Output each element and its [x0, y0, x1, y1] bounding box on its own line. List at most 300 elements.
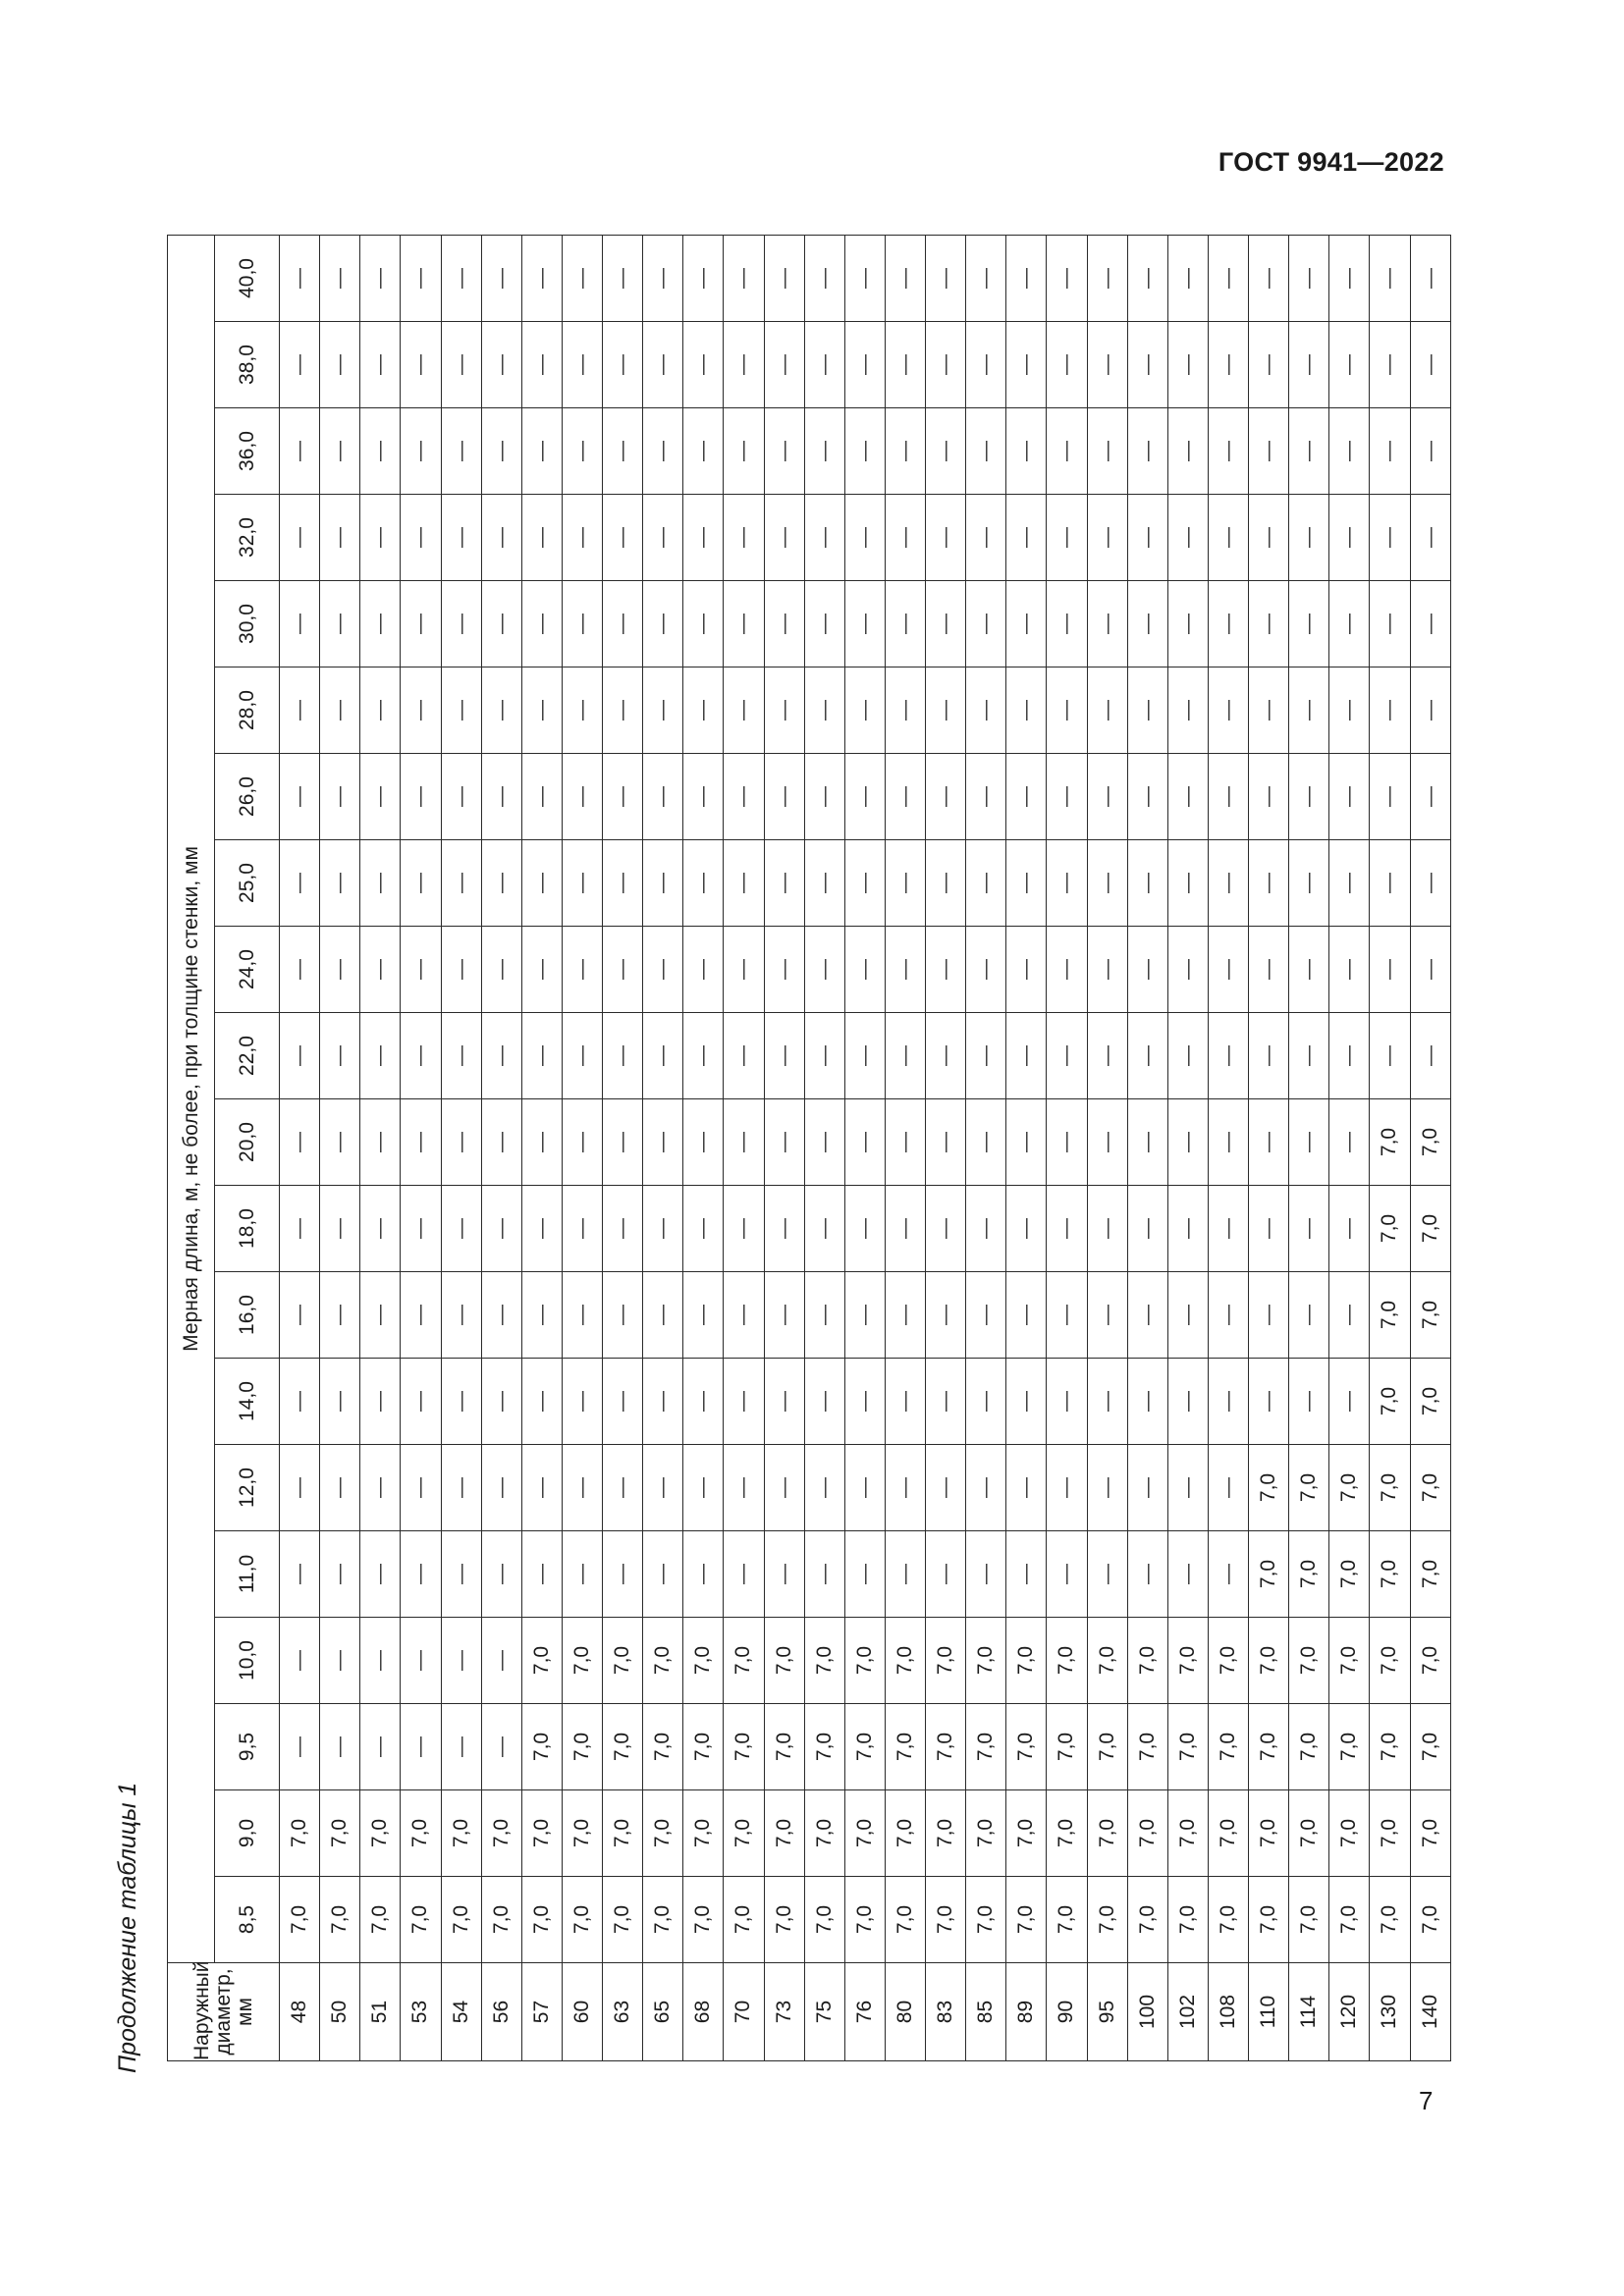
length-cell: — — [926, 1445, 966, 1531]
diameter-cell: 54 — [441, 1963, 481, 2061]
length-cell: — — [1087, 1445, 1127, 1531]
length-cell: — — [1006, 1186, 1047, 1272]
length-cell: — — [1127, 754, 1167, 840]
thickness-header: 11,0 — [215, 1531, 280, 1618]
length-cell: — — [1047, 1099, 1087, 1186]
length-cell: 7,0 — [1410, 1099, 1451, 1186]
length-cell: — — [521, 1445, 562, 1531]
length-cell: 7,0 — [1087, 1790, 1127, 1877]
length-cell: — — [1289, 1272, 1329, 1359]
diameter-cell: 83 — [926, 1963, 966, 2061]
thickness-header: 9,0 — [215, 1790, 280, 1877]
length-cell: — — [1127, 1359, 1167, 1445]
length-cell: 7,0 — [1127, 1877, 1167, 1963]
length-cell: — — [844, 754, 885, 840]
length-cell: — — [562, 408, 602, 495]
length-cell: — — [885, 667, 925, 754]
length-cell: — — [724, 1445, 764, 1531]
length-cell: 7,0 — [1249, 1704, 1289, 1790]
length-cell: — — [1208, 1445, 1248, 1531]
length-cell: — — [1167, 581, 1208, 667]
length-cell: 7,0 — [1410, 1531, 1451, 1618]
length-cell: — — [441, 495, 481, 581]
diameter-cell: 50 — [320, 1963, 360, 2061]
length-cell: 7,0 — [1370, 1790, 1410, 1877]
length-cell: — — [724, 1272, 764, 1359]
length-cell: — — [764, 667, 804, 754]
diameter-cell: 53 — [401, 1963, 441, 2061]
length-cell: — — [603, 840, 643, 927]
length-cell: — — [562, 322, 602, 408]
length-cell: — — [764, 754, 804, 840]
length-cell: — — [401, 1359, 441, 1445]
length-cell: — — [1208, 1013, 1248, 1099]
thickness-header: 30,0 — [215, 581, 280, 667]
length-cell: — — [1006, 1531, 1047, 1618]
length-cell: — — [844, 1272, 885, 1359]
length-cell: — — [1329, 581, 1370, 667]
length-cell: 7,0 — [966, 1618, 1006, 1704]
length-cell: — — [1329, 1186, 1370, 1272]
length-cell: — — [521, 927, 562, 1013]
length-cell: — — [885, 1359, 925, 1445]
length-cell: — — [885, 840, 925, 927]
length-cell: — — [521, 840, 562, 927]
length-cell: — — [1087, 408, 1127, 495]
length-cell: — — [1167, 322, 1208, 408]
length-cell: — — [926, 1099, 966, 1186]
length-cell: — — [441, 1099, 481, 1186]
length-cell: — — [1410, 581, 1451, 667]
length-cell: — — [441, 667, 481, 754]
length-cell: — — [1087, 235, 1127, 321]
length-cell: — — [280, 1704, 320, 1790]
length-cell: — — [360, 1531, 401, 1618]
length-cell: — — [1006, 1359, 1047, 1445]
length-cell: — — [804, 1099, 844, 1186]
length-cell: 7,0 — [1370, 1618, 1410, 1704]
length-cell: — — [764, 1272, 804, 1359]
length-cell: — — [1329, 754, 1370, 840]
length-cell: — — [1410, 322, 1451, 408]
length-cell: — — [1127, 1099, 1167, 1186]
length-cell: — — [1370, 322, 1410, 408]
length-cell: — — [360, 1704, 401, 1790]
length-cell: 7,0 — [804, 1704, 844, 1790]
length-cell: — — [1410, 495, 1451, 581]
length-cell: — — [844, 1099, 885, 1186]
length-cell: 7,0 — [320, 1790, 360, 1877]
length-cell: — — [280, 408, 320, 495]
length-cell: — — [804, 1445, 844, 1531]
length-cell: — — [1006, 1013, 1047, 1099]
length-cell: — — [844, 927, 885, 1013]
length-cell: — — [603, 927, 643, 1013]
length-cell: — — [1087, 840, 1127, 927]
length-cell: — — [521, 1272, 562, 1359]
length-cell: — — [521, 1359, 562, 1445]
length-cell: — — [360, 322, 401, 408]
length-cell: — — [683, 1272, 724, 1359]
length-cell: — — [1167, 235, 1208, 321]
length-cell: — — [1087, 1531, 1127, 1618]
length-cell: — — [764, 235, 804, 321]
length-cell: — — [1329, 1099, 1370, 1186]
length-cell: — — [1208, 1186, 1248, 1272]
diameter-cell: 68 — [683, 1963, 724, 2061]
length-cell: — — [764, 1099, 804, 1186]
length-cell: — — [481, 754, 521, 840]
length-cell: — — [1006, 581, 1047, 667]
length-cell: — — [926, 667, 966, 754]
length-cell: — — [1208, 840, 1248, 927]
length-cell: — — [1127, 235, 1167, 321]
length-cell: — — [1289, 927, 1329, 1013]
length-cell: — — [320, 840, 360, 927]
length-cell: — — [1087, 1186, 1127, 1272]
length-cell: — — [401, 1704, 441, 1790]
length-cell: — — [804, 581, 844, 667]
length-cell: — — [804, 322, 844, 408]
diameter-cell: 56 — [481, 1963, 521, 2061]
length-cell: 7,0 — [1127, 1618, 1167, 1704]
pipe-length-table — [167, 235, 1451, 2061]
length-cell: 7,0 — [1410, 1445, 1451, 1531]
length-cell: — — [764, 1013, 804, 1099]
length-cell: — — [280, 1186, 320, 1272]
page-number: 7 — [1419, 2086, 1434, 2115]
length-cell: — — [724, 581, 764, 667]
diameter-cell: 110 — [1249, 1963, 1289, 2061]
table-row — [1329, 235, 1370, 2060]
length-cell: — — [401, 581, 441, 667]
length-cell: — — [1329, 1013, 1370, 1099]
length-cell: 7,0 — [401, 1790, 441, 1877]
length-cell: — — [885, 754, 925, 840]
length-cell: — — [401, 408, 441, 495]
length-cell: — — [764, 927, 804, 1013]
length-cell: 7,0 — [1006, 1877, 1047, 1963]
length-cell: — — [1289, 1013, 1329, 1099]
length-cell: — — [643, 1445, 683, 1531]
length-cell: — — [683, 408, 724, 495]
length-cell: — — [1249, 754, 1289, 840]
thickness-header: 28,0 — [215, 667, 280, 754]
length-cell: — — [603, 581, 643, 667]
table-row — [360, 235, 401, 2060]
length-cell: — — [1289, 1359, 1329, 1445]
length-cell: 7,0 — [1167, 1877, 1208, 1963]
length-cell: 7,0 — [1370, 1704, 1410, 1790]
length-cell: — — [401, 1013, 441, 1099]
length-cell: — — [481, 581, 521, 667]
diameter-cell: 70 — [724, 1963, 764, 2061]
length-cell: 7,0 — [683, 1877, 724, 1963]
length-cell: — — [481, 1272, 521, 1359]
length-cell: — — [603, 1445, 643, 1531]
table-row — [724, 235, 764, 2060]
length-cell: — — [1410, 1013, 1451, 1099]
length-cell: — — [1006, 322, 1047, 408]
length-cell: — — [1208, 1272, 1248, 1359]
length-cell: — — [280, 495, 320, 581]
length-cell: — — [360, 667, 401, 754]
length-cell: — — [844, 1531, 885, 1618]
length-cell: 7,0 — [1410, 1186, 1451, 1272]
length-cell: — — [844, 1445, 885, 1531]
thickness-header: 9,5 — [215, 1704, 280, 1790]
length-cell: 7,0 — [441, 1877, 481, 1963]
length-cell: — — [562, 927, 602, 1013]
length-cell: — — [885, 1445, 925, 1531]
length-cell: 7,0 — [926, 1704, 966, 1790]
length-cell: — — [1087, 322, 1127, 408]
length-cell: 7,0 — [1410, 1790, 1451, 1877]
length-cell: 7,0 — [885, 1618, 925, 1704]
length-cell: — — [764, 495, 804, 581]
length-cell: 7,0 — [1329, 1445, 1370, 1531]
diameter-cell: 130 — [1370, 1963, 1410, 2061]
diameter-cell: 114 — [1289, 1963, 1329, 2061]
length-cell: — — [603, 1359, 643, 1445]
length-cell: — — [1370, 840, 1410, 927]
length-cell: — — [1249, 322, 1289, 408]
length-cell: — — [401, 235, 441, 321]
length-cell: — — [481, 1359, 521, 1445]
length-cell: — — [1289, 495, 1329, 581]
thickness-header: 8,5 — [215, 1877, 280, 1963]
length-cell: — — [441, 754, 481, 840]
length-cell: 7,0 — [562, 1877, 602, 1963]
length-cell: — — [724, 840, 764, 927]
length-cell: 7,0 — [441, 1790, 481, 1877]
length-cell: — — [603, 1531, 643, 1618]
length-cell: — — [1370, 581, 1410, 667]
length-cell: — — [280, 235, 320, 321]
length-cell: — — [1410, 235, 1451, 321]
length-cell: — — [926, 1013, 966, 1099]
length-cell: — — [1006, 1272, 1047, 1359]
length-cell: — — [804, 1013, 844, 1099]
length-cell: — — [1410, 840, 1451, 927]
table-row — [966, 235, 1006, 2060]
length-cell: — — [966, 840, 1006, 927]
length-cell: — — [1167, 1272, 1208, 1359]
table-row — [562, 235, 602, 2060]
length-cell: 7,0 — [280, 1790, 320, 1877]
length-cell: — — [926, 1272, 966, 1359]
length-cell: — — [481, 1531, 521, 1618]
length-cell: 7,0 — [1289, 1790, 1329, 1877]
length-cell: — — [1289, 1099, 1329, 1186]
length-cell: — — [1289, 754, 1329, 840]
length-cell: — — [1087, 1099, 1127, 1186]
length-cell: — — [643, 667, 683, 754]
length-cell: — — [401, 1618, 441, 1704]
length-cell: — — [360, 1445, 401, 1531]
length-cell: — — [1006, 927, 1047, 1013]
length-cell: — — [1127, 840, 1167, 927]
table-row — [603, 235, 643, 2060]
length-cell: — — [401, 1186, 441, 1272]
length-cell: — — [1087, 495, 1127, 581]
diameter-cell: 80 — [885, 1963, 925, 2061]
wall-thickness-group-header: Мерная длина, м, не более, при толщине стенки, мм — [168, 235, 215, 1962]
length-cell: — — [481, 927, 521, 1013]
length-cell: — — [764, 840, 804, 927]
length-cell: 7,0 — [1006, 1618, 1047, 1704]
length-cell: — — [1087, 667, 1127, 754]
length-cell: — — [320, 667, 360, 754]
length-cell: 7,0 — [1289, 1445, 1329, 1531]
thickness-header: 38,0 — [215, 322, 280, 408]
length-cell: — — [885, 408, 925, 495]
length-cell: — — [481, 1704, 521, 1790]
diameter-header-line3: мм — [233, 1998, 256, 2026]
length-cell: — — [643, 322, 683, 408]
length-cell: — — [280, 1531, 320, 1618]
length-cell: — — [643, 1013, 683, 1099]
length-cell: 7,0 — [1047, 1704, 1087, 1790]
table-row — [1289, 235, 1329, 2060]
length-cell: — — [1208, 495, 1248, 581]
length-cell: 7,0 — [764, 1704, 804, 1790]
length-cell: — — [280, 1618, 320, 1704]
length-cell: — — [1167, 1099, 1208, 1186]
length-cell: 7,0 — [603, 1618, 643, 1704]
length-cell: — — [804, 495, 844, 581]
length-cell: 7,0 — [1208, 1877, 1248, 1963]
length-cell: — — [320, 1272, 360, 1359]
length-cell: 7,0 — [844, 1877, 885, 1963]
length-cell: 7,0 — [320, 1877, 360, 1963]
diameter-header-line2: диаметр, — [211, 1968, 235, 2056]
length-cell: — — [804, 667, 844, 754]
length-cell: — — [1006, 1445, 1047, 1531]
length-cell: — — [1208, 408, 1248, 495]
length-cell: — — [481, 322, 521, 408]
length-cell: — — [603, 322, 643, 408]
length-cell: 7,0 — [1329, 1704, 1370, 1790]
length-cell: — — [1329, 495, 1370, 581]
length-cell: — — [360, 754, 401, 840]
length-cell: 7,0 — [683, 1790, 724, 1877]
length-cell: 7,0 — [643, 1704, 683, 1790]
thickness-header: 32,0 — [215, 495, 280, 581]
length-cell: 7,0 — [683, 1618, 724, 1704]
length-cell: — — [320, 927, 360, 1013]
length-cell: — — [1087, 1013, 1127, 1099]
length-cell: 7,0 — [1410, 1272, 1451, 1359]
length-cell: — — [804, 1359, 844, 1445]
length-cell: 7,0 — [1370, 1272, 1410, 1359]
length-cell: — — [603, 1099, 643, 1186]
table-row — [320, 235, 360, 2060]
length-cell: — — [643, 1531, 683, 1618]
thickness-header: 18,0 — [215, 1186, 280, 1272]
length-cell: — — [1087, 581, 1127, 667]
length-cell: — — [764, 1186, 804, 1272]
length-cell: — — [320, 408, 360, 495]
length-cell: — — [926, 1531, 966, 1618]
length-cell: — — [844, 581, 885, 667]
length-cell: — — [1006, 840, 1047, 927]
length-cell: — — [562, 1359, 602, 1445]
table-row — [1167, 235, 1208, 2060]
length-cell: — — [643, 1186, 683, 1272]
length-cell: — — [441, 235, 481, 321]
length-cell: — — [1208, 1359, 1248, 1445]
length-cell: — — [562, 1099, 602, 1186]
length-cell: — — [320, 754, 360, 840]
length-cell: 7,0 — [1370, 1877, 1410, 1963]
length-cell: — — [966, 754, 1006, 840]
length-cell: — — [1127, 322, 1167, 408]
length-cell: — — [804, 1186, 844, 1272]
table-row — [643, 235, 683, 2060]
length-cell: 7,0 — [966, 1877, 1006, 1963]
length-cell: — — [683, 1013, 724, 1099]
length-cell: — — [521, 754, 562, 840]
length-cell: — — [683, 235, 724, 321]
thickness-header: 26,0 — [215, 754, 280, 840]
table-row — [1047, 235, 1087, 2060]
length-cell: — — [1047, 495, 1087, 581]
table-row — [401, 235, 441, 2060]
length-cell: — — [724, 1186, 764, 1272]
table-row — [1127, 235, 1167, 2060]
length-cell: — — [1167, 927, 1208, 1013]
length-cell: — — [1329, 840, 1370, 927]
length-cell: — — [1208, 1099, 1248, 1186]
length-cell: — — [966, 1186, 1006, 1272]
length-cell: — — [1329, 1272, 1370, 1359]
length-cell: — — [401, 754, 441, 840]
length-cell: — — [1167, 754, 1208, 840]
length-cell: — — [683, 667, 724, 754]
length-cell: — — [521, 322, 562, 408]
length-cell: 7,0 — [1167, 1790, 1208, 1877]
length-cell: — — [360, 495, 401, 581]
length-cell: — — [562, 1531, 602, 1618]
length-cell: — — [1006, 235, 1047, 321]
table-row — [481, 235, 521, 2060]
length-cell: — — [1006, 1099, 1047, 1186]
length-cell: — — [885, 235, 925, 321]
length-cell: — — [1208, 754, 1248, 840]
length-cell: — — [724, 1013, 764, 1099]
thickness-header: 22,0 — [215, 1013, 280, 1099]
table-row — [683, 235, 724, 2060]
length-cell: — — [1370, 495, 1410, 581]
length-cell: — — [562, 667, 602, 754]
document-code: ГОСТ 9941—2022 — [1218, 147, 1444, 177]
length-cell: — — [764, 581, 804, 667]
length-cell: — — [764, 322, 804, 408]
length-cell: — — [683, 1186, 724, 1272]
length-cell: — — [320, 1013, 360, 1099]
length-cell: — — [926, 408, 966, 495]
length-cell: 7,0 — [1249, 1790, 1289, 1877]
length-cell: — — [320, 581, 360, 667]
length-cell: — — [683, 1445, 724, 1531]
length-cell: — — [1249, 495, 1289, 581]
length-cell: — — [320, 1099, 360, 1186]
length-cell: 7,0 — [521, 1790, 562, 1877]
length-cell: 7,0 — [1289, 1877, 1329, 1963]
length-cell: 7,0 — [360, 1790, 401, 1877]
length-cell: — — [481, 235, 521, 321]
